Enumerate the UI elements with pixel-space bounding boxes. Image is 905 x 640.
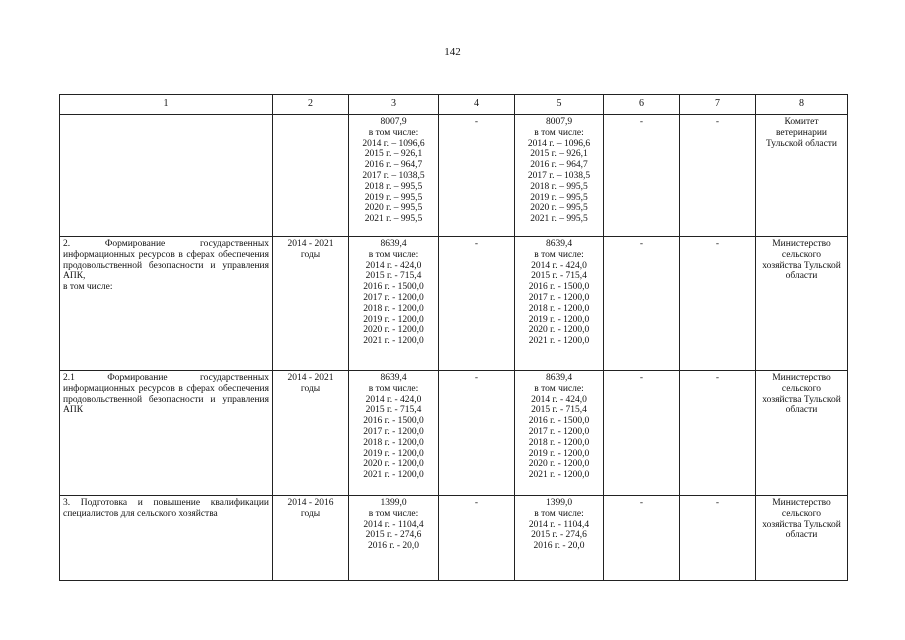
executor-line: сельского xyxy=(781,249,822,260)
funding-line: 2019 г. – 995,5 xyxy=(530,192,588,203)
funding-line: 2019 г. - 1200,0 xyxy=(363,448,424,459)
table-row xyxy=(60,115,848,237)
funding-line: 2015 г. - 715,4 xyxy=(531,405,587,416)
funding-line: 1399,0 xyxy=(545,498,573,508)
funding-line: 2020 г. – 995,5 xyxy=(364,203,423,214)
funding-line: 2018 г. – 995,5 xyxy=(364,181,423,192)
funding-line: 2016 г. - 1500,0 xyxy=(528,282,590,293)
funding-line: 2016 г. – 964,7 xyxy=(530,160,588,171)
funding-line: 2018 г. - 1200,0 xyxy=(363,437,424,448)
col7-value: - xyxy=(715,117,720,127)
funding-line: 2018 г. - 1200,0 xyxy=(363,303,424,314)
header-cell: 2 xyxy=(273,95,349,115)
funding-line: 2016 г. - 1500,0 xyxy=(363,282,424,293)
funding-line: в том числе: xyxy=(534,383,584,394)
executor-line: области xyxy=(785,530,818,541)
funding-line: 2021 г. - 1200,0 xyxy=(363,470,424,481)
funding-line: 2021 г. – 995,5 xyxy=(530,214,588,225)
executor-cell xyxy=(756,115,848,237)
period-line: годы xyxy=(300,508,321,519)
funding-line: 8007,9 xyxy=(380,117,407,127)
funding-line: 2014 г. - 1104,4 xyxy=(528,519,590,530)
executor-line: Министерство xyxy=(772,498,831,508)
period-cell xyxy=(273,496,349,581)
funding-line: 2017 г. - 1200,0 xyxy=(363,292,424,303)
funding-line: 8007,9 xyxy=(545,117,573,127)
col7-cell xyxy=(680,237,756,371)
col4-value: - xyxy=(474,373,479,383)
header-cell: 5 xyxy=(515,95,604,115)
executor-line: сельского xyxy=(781,383,822,394)
funding-line: 2020 г. - 1200,0 xyxy=(528,325,590,336)
funding-line: в том числе: xyxy=(368,508,419,519)
executor-line: сельского xyxy=(781,508,822,519)
funding-line: 2015 г. - 715,4 xyxy=(365,405,422,416)
executor-line: области xyxy=(785,271,818,282)
col6-value: - xyxy=(639,239,644,249)
funding-line: 2019 г. - 1200,0 xyxy=(528,314,590,325)
funding-line: 8639,4 xyxy=(545,239,573,249)
activity-name-text: 3. Подготовка и повышение квалификации специалистов для сельского хозяйства xyxy=(63,498,269,519)
funding-line: 2017 г. – 1038,5 xyxy=(527,170,591,181)
executor-line: Министерство xyxy=(772,239,831,249)
funding-line: 2015 г. – 926,1 xyxy=(530,149,588,160)
funding-line: 2020 г. – 995,5 xyxy=(530,203,588,214)
total-funding-cell xyxy=(349,371,439,496)
executor-line: Комитет xyxy=(784,117,819,127)
col4-value: - xyxy=(474,498,479,508)
executor-line: хозяйства Тульской xyxy=(762,394,841,405)
executor-line: области xyxy=(785,405,818,416)
funding-line: 2020 г. - 1200,0 xyxy=(363,325,424,336)
header-cell: 1 xyxy=(60,95,273,115)
col6-cell xyxy=(604,496,680,581)
total-funding-cell xyxy=(349,496,439,581)
funding-line: 2014 г. - 424,0 xyxy=(365,260,422,271)
col5-funding-cell xyxy=(515,237,604,371)
activity-name-text: 2.1 Формирование государственных информационных ресурсов в сферах обеспечения продовольственной безопасности и управления АПК xyxy=(63,373,269,416)
period-cell xyxy=(273,371,349,496)
activity-name-cell xyxy=(60,371,273,496)
funding-line: 2015 г. - 715,4 xyxy=(365,271,422,282)
funding-line: 2021 г. – 995,5 xyxy=(364,214,423,225)
funding-line: 2020 г. - 1200,0 xyxy=(528,459,590,470)
col7-value: - xyxy=(715,239,720,249)
funding-line: 2014 г. – 1096,6 xyxy=(527,138,591,149)
header-cell: 4 xyxy=(439,95,515,115)
executor-cell xyxy=(756,237,848,371)
funding-line: 2020 г. - 1200,0 xyxy=(363,459,424,470)
funding-line: 2021 г. - 1200,0 xyxy=(363,336,424,347)
col6-value: - xyxy=(639,498,644,508)
funding-line: в том числе: xyxy=(534,127,584,138)
col4-value: - xyxy=(474,239,479,249)
period-cell xyxy=(273,237,349,371)
period-line: годы xyxy=(300,249,321,260)
col4-cell xyxy=(439,115,515,237)
header-cell: 6 xyxy=(604,95,680,115)
executor-line: хозяйства Тульской xyxy=(762,519,841,530)
funding-line: в том числе: xyxy=(534,249,584,260)
col7-value: - xyxy=(715,498,720,508)
funding-line: 2014 г. – 1096,6 xyxy=(362,138,425,149)
col7-cell xyxy=(680,115,756,237)
funding-line: 2015 г. - 274,6 xyxy=(531,530,587,541)
col5-funding-cell xyxy=(515,496,604,581)
funding-line: 8639,4 xyxy=(380,239,407,249)
activity-name-text: 2. Формирование государственных информационных ресурсов в сферах обеспечения продовольственной безопасности и управления АПК, xyxy=(63,239,269,282)
funding-line: 2014 г. - 424,0 xyxy=(531,260,587,271)
header-cell: 8 xyxy=(756,95,848,115)
period-line: 2014 - 2021 xyxy=(287,239,334,249)
col4-cell xyxy=(439,371,515,496)
activity-name-cell xyxy=(60,496,273,581)
funding-line: 2021 г. - 1200,0 xyxy=(528,470,590,481)
col6-cell xyxy=(604,115,680,237)
col6-cell xyxy=(604,237,680,371)
funding-line: 2015 г. – 926,1 xyxy=(364,149,423,160)
header-cell: 7 xyxy=(680,95,756,115)
funding-line: 2017 г. - 1200,0 xyxy=(528,292,590,303)
total-funding-cell xyxy=(349,115,439,237)
funding-line: в том числе: xyxy=(534,508,584,519)
col7-cell xyxy=(680,371,756,496)
funding-line: в том числе: xyxy=(368,383,419,394)
col4-value: - xyxy=(474,117,479,127)
funding-line: 2015 г. - 715,4 xyxy=(531,271,587,282)
funding-line: 2016 г. - 1500,0 xyxy=(363,416,424,427)
period-line: 2014 - 2021 xyxy=(287,373,334,383)
funding-line: 2021 г. - 1200,0 xyxy=(528,336,590,347)
activity-name-cell xyxy=(60,237,273,371)
page-number: 142 xyxy=(444,46,461,58)
funding-line: 1399,0 xyxy=(380,498,407,508)
funding-line: 2015 г. - 274,6 xyxy=(365,530,422,541)
funding-line: 2019 г. - 1200,0 xyxy=(528,448,590,459)
table-row xyxy=(60,371,848,496)
table-row xyxy=(60,496,848,581)
funding-line: 2016 г. - 20,0 xyxy=(367,541,420,552)
executor-line: хозяйства Тульской xyxy=(762,260,841,271)
executor-line: Тульской области xyxy=(765,138,838,149)
period-cell xyxy=(273,115,349,237)
funding-line: 2019 г. – 995,5 xyxy=(364,192,423,203)
funding-line: в том числе: xyxy=(368,249,419,260)
funding-line: 2019 г. - 1200,0 xyxy=(363,314,424,325)
col5-funding-cell xyxy=(515,371,604,496)
activity-name-cell xyxy=(60,115,273,237)
col5-funding-cell xyxy=(515,115,604,237)
executor-cell xyxy=(756,371,848,496)
funding-line: 2018 г. - 1200,0 xyxy=(528,303,590,314)
col6-value: - xyxy=(639,373,644,383)
funding-line: 2017 г. - 1200,0 xyxy=(528,426,590,437)
period-line: 2014 - 2016 xyxy=(287,498,334,508)
funding-line: 2014 г. - 1104,4 xyxy=(363,519,424,530)
funding-line: 2017 г. – 1038,5 xyxy=(362,170,425,181)
col4-cell xyxy=(439,237,515,371)
header-cell: 3 xyxy=(349,95,439,115)
funding-line: 2016 г. – 964,7 xyxy=(364,160,423,171)
executor-line: Министерство xyxy=(772,373,831,383)
program-table xyxy=(59,94,848,581)
funding-line: 8639,4 xyxy=(545,373,573,383)
funding-line: 2014 г. - 424,0 xyxy=(365,394,422,405)
funding-line: 2017 г. - 1200,0 xyxy=(363,426,424,437)
col7-value: - xyxy=(715,373,720,383)
funding-line: в том числе: xyxy=(368,127,419,138)
activity-name-text: в том числе: xyxy=(63,282,113,293)
period-line: годы xyxy=(300,383,321,394)
total-funding-cell xyxy=(349,237,439,371)
table-row xyxy=(60,237,848,371)
funding-line: 2016 г. - 20,0 xyxy=(533,541,585,552)
header-row xyxy=(60,95,848,115)
executor-cell xyxy=(756,496,848,581)
col4-cell xyxy=(439,496,515,581)
funding-line: 2014 г. - 424,0 xyxy=(531,394,587,405)
funding-line: 2016 г. - 1500,0 xyxy=(528,416,590,427)
col6-cell xyxy=(604,371,680,496)
funding-line: 2018 г. - 1200,0 xyxy=(528,437,590,448)
col7-cell xyxy=(680,496,756,581)
funding-line: 2018 г. – 995,5 xyxy=(530,181,588,192)
executor-line: ветеринарии xyxy=(775,127,828,138)
funding-line: 8639,4 xyxy=(380,373,407,383)
col6-value: - xyxy=(639,117,644,127)
